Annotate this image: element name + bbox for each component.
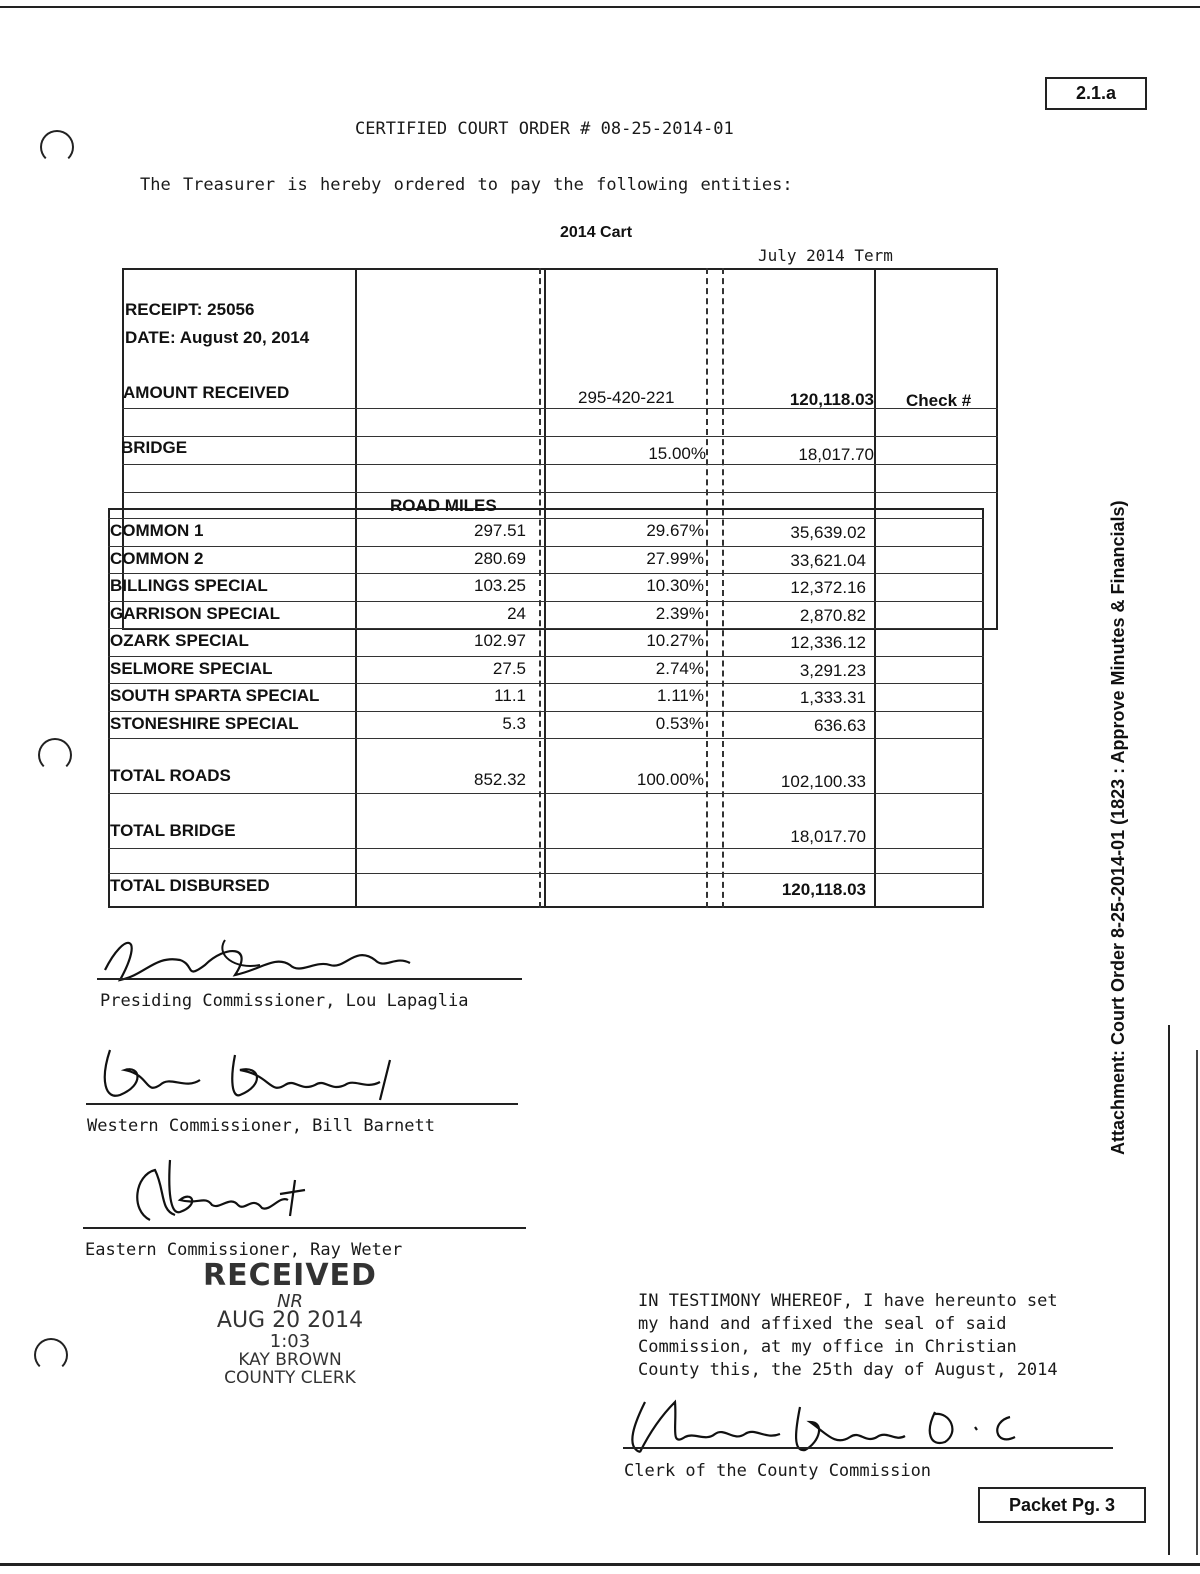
col-divider-2a xyxy=(539,268,541,908)
packet-page-number: Packet Pg. 3 xyxy=(978,1487,1146,1523)
row-line xyxy=(108,656,984,657)
right-border xyxy=(1168,1025,1170,1555)
amount-received-label: AMOUNT RECEIVED xyxy=(123,383,290,402)
total-roads-percent: 100.00% xyxy=(636,770,704,789)
check-number-label: Check # xyxy=(906,391,972,410)
road-row-label: BILLINGS SPECIAL xyxy=(110,576,268,595)
road-row-label: OZARK SPECIAL xyxy=(110,631,249,650)
road-row-miles: 11.1 xyxy=(494,686,526,705)
row-line xyxy=(108,573,984,574)
stamp-received: RECEIVED xyxy=(203,1258,377,1293)
presiding-commissioner-caption: Presiding Commissioner, Lou Lapaglia xyxy=(100,991,469,1011)
received-stamp xyxy=(200,1258,380,1388)
road-row-amount: 3,291.23 xyxy=(799,660,866,680)
row-line xyxy=(108,873,984,874)
road-row-amount: 1,333.31 xyxy=(799,688,866,707)
signature-line-western xyxy=(86,1103,518,1105)
total-roads-label: TOTAL ROADS xyxy=(110,766,231,785)
amount-received-value: 120,118.03 xyxy=(789,390,874,409)
row-line xyxy=(108,793,984,794)
road-miles-header: ROAD MILES xyxy=(390,496,497,515)
total-bridge-label: TOTAL BRIDGE xyxy=(110,821,236,840)
attachment-vertical-note: Attachment: Court Order 8-25-2014-01 (1823 : Approve Minutes & Financials) xyxy=(1108,500,1128,1155)
term-label: July 2014 Term xyxy=(758,246,893,265)
testimony-line: my hand and affixed the seal of said xyxy=(638,1314,1007,1334)
punch-hole-bottom xyxy=(34,1338,68,1372)
punch-hole-top xyxy=(40,130,74,164)
road-row-label: SOUTH SPARTA SPECIAL xyxy=(110,686,320,705)
row-line xyxy=(108,711,984,712)
col-divider-3b xyxy=(722,268,724,908)
road-row-label: GARRISON SPECIAL xyxy=(110,603,281,623)
road-row-miles: 102.97 xyxy=(474,631,526,650)
bridge-percent: 15.00% xyxy=(648,444,706,463)
bridge-amount: 18,017.70 xyxy=(798,445,874,464)
col-divider-3a xyxy=(706,268,708,908)
col-divider-2b xyxy=(544,268,546,908)
road-row-percent: 10.27% xyxy=(646,631,704,650)
signature-line-presiding xyxy=(97,978,522,980)
col-divider-4 xyxy=(874,268,876,908)
total-disbursed-amount: 120,118.03 xyxy=(781,880,866,899)
row-line xyxy=(108,546,984,547)
road-row-percent: 2.39% xyxy=(655,603,704,623)
bridge-label: BRIDGE xyxy=(121,438,188,457)
road-row-miles: 103.25 xyxy=(474,576,526,595)
road-row-percent: 27.99% xyxy=(646,548,704,568)
account-number: 295-420-221 xyxy=(578,388,675,407)
road-row-amount: 12,372.16 xyxy=(790,578,866,597)
signature-lou-lapaglia xyxy=(85,925,445,995)
disbursement-table xyxy=(108,268,998,908)
total-roads-miles: 852.32 xyxy=(474,770,526,789)
intro-text: The Treasurer is hereby ordered to pay the following entities: xyxy=(140,175,793,195)
signature-bill-barnett xyxy=(90,1040,430,1110)
testimony-line: IN TESTIMONY WHEREOF, I have hereunto set xyxy=(638,1291,1058,1311)
road-row-percent: 0.53% xyxy=(655,713,704,733)
receipt-label: RECEIPT: 25056 xyxy=(125,300,255,319)
signature-clerk xyxy=(615,1392,1055,1462)
road-row-miles: 280.69 xyxy=(474,548,526,568)
signature-line-eastern xyxy=(83,1227,526,1229)
cart-subtitle: 2014 Cart xyxy=(560,224,633,241)
stamp-time: 1:03 xyxy=(269,1331,311,1352)
road-row-percent: 29.67% xyxy=(646,521,704,540)
row-line xyxy=(122,492,998,493)
road-row-amount: 636.63 xyxy=(814,715,866,735)
road-row-percent: 10.30% xyxy=(646,576,704,595)
road-row-label: COMMON 2 xyxy=(110,548,204,568)
bottom-border xyxy=(0,1563,1200,1566)
col-divider-1 xyxy=(355,268,357,908)
road-row-miles: 27.5 xyxy=(492,658,526,678)
testimony-line: Commission, at my office in Christian xyxy=(638,1337,1017,1357)
western-commissioner-caption: Western Commissioner, Bill Barnett xyxy=(87,1116,435,1136)
road-row-amount: 2,870.82 xyxy=(799,605,866,625)
road-row-percent: 1.11% xyxy=(657,686,704,705)
signature-line-clerk xyxy=(623,1447,1113,1449)
document-title: CERTIFIED COURT ORDER # 08-25-2014-01 xyxy=(355,119,734,139)
row-line xyxy=(108,601,984,602)
right-border-outer xyxy=(1196,1050,1198,1555)
signature-absent xyxy=(120,1150,320,1230)
road-row-amount: 12,336.12 xyxy=(790,633,866,652)
top-border xyxy=(0,6,1200,8)
row-line xyxy=(122,436,998,437)
stamp-date: AUG 20 2014 xyxy=(216,1308,364,1333)
road-row-miles: 5.3 xyxy=(502,713,526,733)
stamp-initials: NR xyxy=(277,1291,303,1312)
road-row-amount: 35,639.02 xyxy=(790,523,866,542)
total-disbursed-label: TOTAL DISBURSED xyxy=(110,876,270,895)
row-line xyxy=(108,683,984,684)
row-line xyxy=(108,628,984,629)
eastern-commissioner-caption: Eastern Commissioner, Ray Weter xyxy=(85,1240,403,1260)
road-row-percent: 2.74% xyxy=(655,658,704,678)
stamp-office: COUNTY CLERK xyxy=(224,1368,356,1388)
total-roads-amount: 102,100.33 xyxy=(780,772,866,791)
road-row-miles: 297.51 xyxy=(474,521,526,540)
total-bridge-amount: 18,017.70 xyxy=(790,827,866,846)
punch-hole-middle xyxy=(38,738,72,772)
clerk-caption: Clerk of the County Commission xyxy=(624,1461,932,1481)
road-row-label: STONESHIRE SPECIAL xyxy=(110,713,299,733)
road-row-amount: 33,621.04 xyxy=(790,550,866,570)
road-row-label: COMMON 1 xyxy=(110,521,204,540)
row-line xyxy=(108,738,984,739)
row-line xyxy=(108,848,984,849)
road-row-label: SELMORE SPECIAL xyxy=(110,658,273,678)
row-line xyxy=(108,518,984,519)
road-row-miles: 24 xyxy=(507,603,526,623)
testimony-line: County this, the 25th day of August, 2014 xyxy=(638,1360,1058,1380)
attachment-tag: 2.1.a xyxy=(1045,77,1147,110)
testimony-block xyxy=(638,1290,1058,1382)
date-label: DATE: August 20, 2014 xyxy=(125,328,310,347)
stamp-name: KAY BROWN xyxy=(238,1350,342,1370)
